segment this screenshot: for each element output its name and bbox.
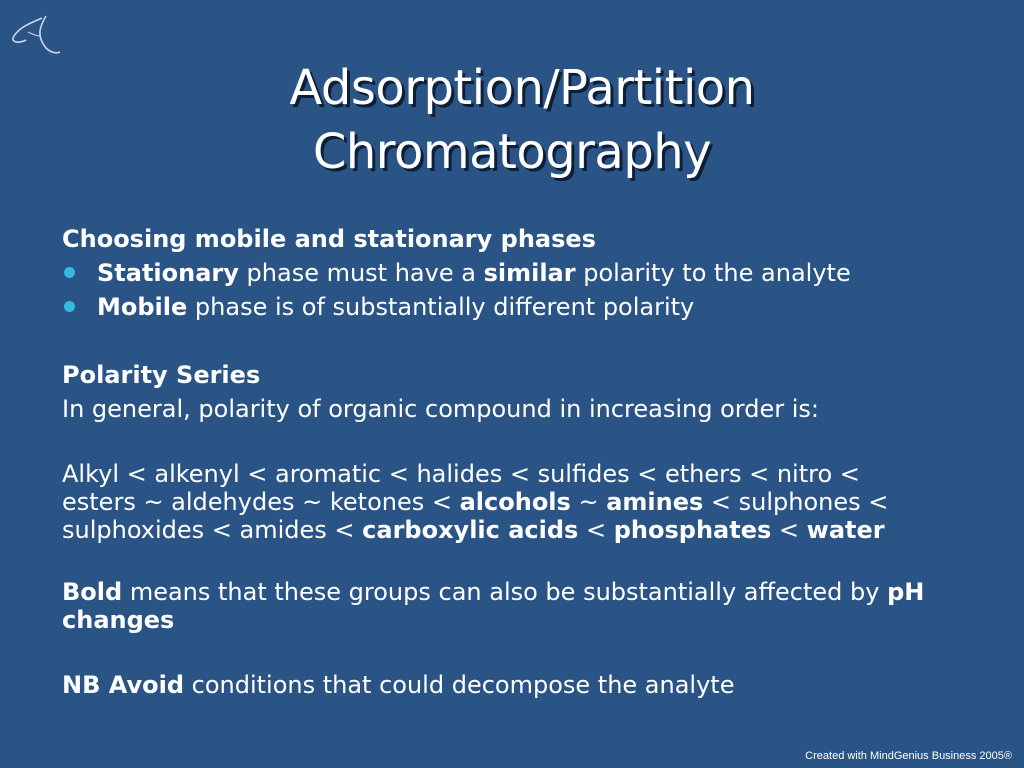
note-text: means that these groups can also be substantially affected by [122,578,888,606]
slide-body [62,222,982,702]
note-line-1 [62,578,982,606]
phases-heading: Choosing mobile and stationary phases [62,225,596,253]
series-bold: water [806,516,885,544]
note-line-2: changes [62,606,175,634]
bold-note [62,578,982,634]
polarity-heading: Polarity Series [62,361,261,389]
series-text: < [771,516,807,544]
bullet-dot-icon [64,301,75,312]
slide-title [0,56,1024,184]
series-bold: phosphates [613,516,772,544]
series-text: < [578,516,614,544]
nb-text: conditions that could decompose the analyte [184,671,735,699]
bullet-text: phase must have a [238,259,484,287]
nb-note [62,668,982,702]
bullet-text: phase is of substantially different polarity [187,293,695,321]
note-bold: Bold [62,578,123,606]
series-text: sulphoxides < amides < [62,516,363,544]
bullet-stationary [62,256,982,290]
bullet-text: polarity to the analyte [575,259,851,287]
title-line-2: Chromatography [312,124,712,180]
footer-credit: Created with MindGenius Business 2005® [805,750,1012,762]
series-text: < sulphones < [703,488,889,516]
series-line-2 [62,488,982,516]
note-bold: pH [887,578,925,606]
title-line-1: Adsorption/Partition [289,60,755,116]
series-text: esters ~ aldehydes ~ ketones < [62,488,460,516]
mindgenius-logo-icon [6,14,62,56]
bullet-bold-term: Mobile [97,293,188,321]
polarity-series [62,460,982,544]
series-bold: amines [606,488,704,516]
bullet-dot-icon [64,267,75,278]
bullet-bold-term: Stationary [97,259,239,287]
nb-bold: NB Avoid [62,671,184,699]
series-text: ~ [570,488,607,516]
series-bold: carboxylic acids [362,516,579,544]
bullet-bold-term: similar [483,259,576,287]
series-line-3 [62,516,982,544]
series-line-1: Alkyl < alkenyl < aromatic < halides < sulfides < ethers < nitro < [62,460,860,488]
polarity-intro: In general, polarity of organic compound in increasing order is: [62,395,819,423]
bullet-mobile [62,290,982,324]
series-bold: alcohols [459,488,571,516]
